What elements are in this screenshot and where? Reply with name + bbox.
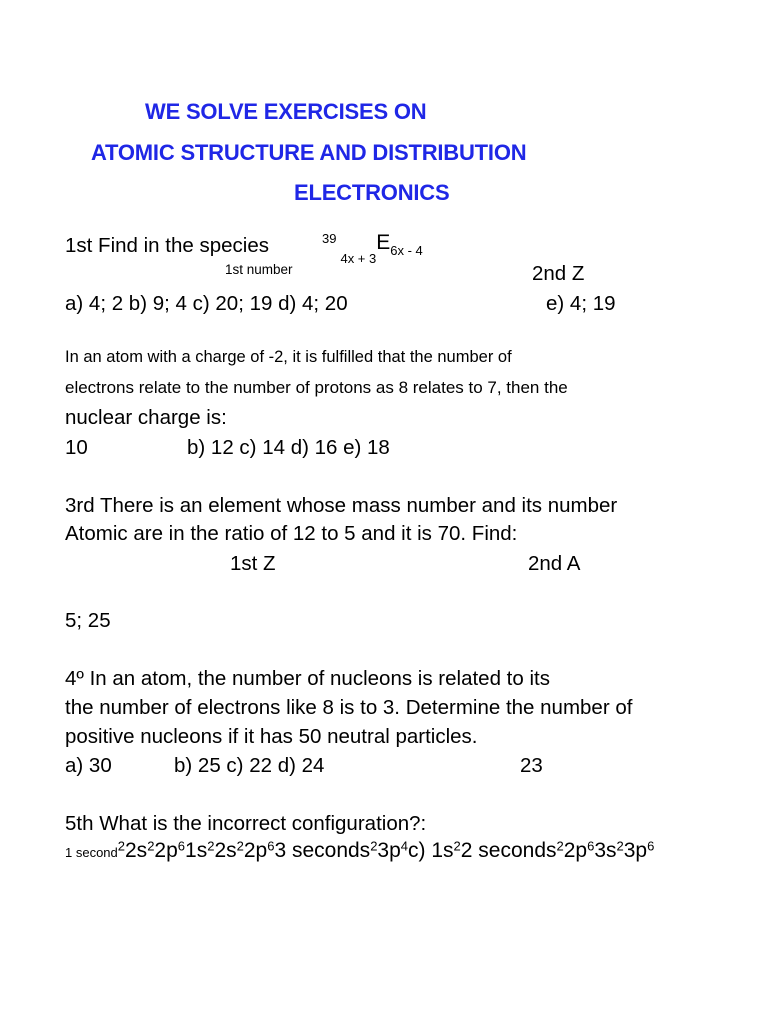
q5-config-part: 2 seconds: [460, 839, 557, 862]
q2-line-2: electrons relate to the number of protons as 8 relates to 7, then the: [65, 378, 568, 397]
q4-option-last: 23: [520, 754, 543, 777]
q4-line-2: the number of electrons like 8 is to 3. Determine the number of: [65, 696, 633, 719]
q3-line-2: Atomic are in the ratio of 12 to 5 and it is 70. Find:: [65, 522, 518, 545]
q3-answer: 5; 25: [65, 609, 111, 632]
q1-sub-label-2: 2nd Z: [532, 262, 585, 285]
q2-line-1: In an atom with a charge of -2, it is fulfilled that the number of: [65, 348, 512, 366]
q3-line-1: 3rd There is an element whose mass number and its number: [65, 494, 618, 517]
q5-config-part: 2p: [154, 839, 178, 862]
q4-option-a: a) 30: [65, 754, 112, 777]
q1-prompt: 1st Find in the species: [65, 234, 269, 257]
title-line-3: ELECTRONICS: [294, 180, 450, 205]
q5-superscript: 2: [556, 838, 564, 854]
q1-charge: 6x - 4: [390, 243, 423, 258]
q2-line-3: nuclear charge is:: [65, 406, 227, 429]
q3-sub-label-2: 2nd A: [528, 552, 581, 575]
title-line-2: ATOMIC STRUCTURE AND DISTRIBUTION: [91, 140, 527, 165]
q5-superscript: 6: [647, 838, 655, 854]
q5-superscript: 2: [453, 838, 461, 854]
q1-sub-label-1: 1st number: [225, 262, 293, 277]
q1-option-e: e) 4; 19: [546, 292, 616, 315]
q5-superscript: 6: [587, 838, 595, 854]
q5-superscript: 2: [117, 838, 125, 854]
q5-superscript: 2: [147, 838, 155, 854]
q2-option-a: 10: [65, 436, 88, 459]
q1-species-formula: [322, 231, 423, 266]
q5-superscript: 6: [177, 838, 186, 854]
q3-sub-label-1: 1st Z: [230, 552, 276, 575]
q5-config-part: 3p: [623, 839, 648, 862]
title-line-1: WE SOLVE EXERCISES ON: [145, 99, 427, 124]
q5-superscript: 2: [236, 838, 244, 854]
q5-config-part: 2s: [125, 839, 148, 862]
q5-config-part: 2p: [563, 839, 588, 862]
q4-line-3: positive nucleons if it has 50 neutral particles.: [65, 725, 478, 748]
q1-options: a) 4; 2 b) 9; 4 c) 20; 19 d) 4; 20: [65, 292, 348, 315]
q5-superscript: 2: [370, 838, 378, 854]
q5-superscript: 2: [616, 838, 624, 854]
q1-element-symbol: E: [376, 231, 391, 254]
q5-superscript: 6: [267, 838, 275, 854]
q5-line-1: 5th What is the incorrect configuration?:: [65, 812, 427, 835]
q5-superscript: 4: [400, 838, 409, 854]
q5-config-part: 3 seconds: [274, 839, 371, 862]
q5-config-part: 2p: [243, 839, 268, 862]
q5-config-part: 1s: [185, 839, 208, 862]
q5-config-part: 2s: [214, 839, 237, 862]
q4-options: b) 25 c) 22 d) 24: [174, 754, 325, 777]
q2-options: b) 12 c) 14 d) 16 e) 18: [187, 436, 390, 459]
q1-mass-number: 39: [322, 231, 337, 246]
q5-configurations: [65, 839, 654, 863]
q4-line-1: 4º In an atom, the number of nucleons is related to its: [65, 667, 550, 690]
q5-config-part: 1 second: [65, 845, 118, 860]
q1-atomic-number: 4x + 3: [340, 251, 377, 266]
q5-config-part: 3p: [377, 839, 401, 862]
q5-superscript: 2: [207, 838, 215, 854]
q5-config-part: 3s: [594, 839, 617, 862]
q5-config-part: c) 1s: [408, 839, 454, 862]
